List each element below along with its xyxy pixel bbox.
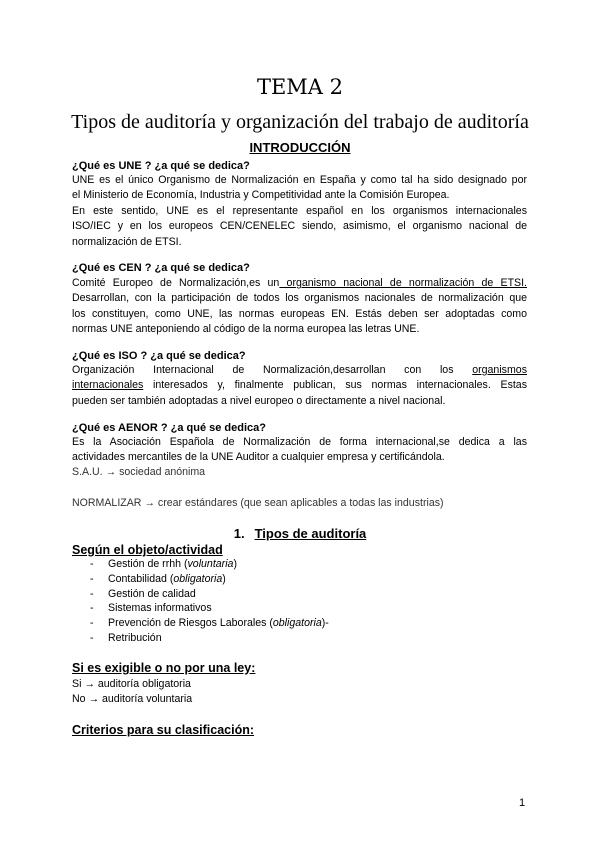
bullet-dash: -: [90, 617, 94, 630]
bullet-dash: -: [90, 602, 94, 615]
text-line: Desarrollan, con la participación de todos los organismos nacionales de normalización que: [72, 292, 527, 305]
text-line: [72, 378, 527, 393]
list-item: - Contabilidad (obligatoria): [90, 572, 226, 585]
iso-text: interesados y, finalmente publican, sus normas internacionales. Estas: [143, 379, 527, 392]
text-line: pueden ser también adoptadas a nivel europeo o directamente a nivel nacional.: [72, 394, 446, 407]
text-line: normas UNE anteponiendo al código de la norma europea las letras UNE.: [72, 323, 420, 336]
list-item: - Gestión de calidad: [90, 587, 196, 600]
bullet-dash: -: [90, 587, 94, 600]
text-line: ISO/IEC y en los europeos CEN/CENELEC siendo, asimismo, el organismo nacional de: [72, 220, 527, 233]
text-line: Es la Asociación Española de Normalización de forma internacional,se dedica a las: [72, 436, 527, 448]
list-item: - Prevención de Riesgos Laborales (obligatoria)-: [90, 617, 329, 630]
ley-item: No → auditoría voluntaria: [72, 693, 193, 705]
cen-link[interactable]: organismo nacional de normalización de ETSI.: [279, 277, 528, 289]
section-heading: [0, 526, 600, 541]
une-question: ¿Qué es UNE ? ¿a qué se dedica?: [72, 160, 250, 172]
text-line: normalización de ETSI.: [72, 235, 182, 248]
aenor-note: S.A.U. → sociedad anónima: [72, 466, 206, 478]
audit-type-list: [90, 557, 329, 646]
une-paragraph: [72, 173, 527, 250]
section-number: 1.: [233, 526, 245, 541]
text-line: [72, 363, 527, 378]
document-subtitle: Tipos de auditoría y organización del trabajo de auditoría: [71, 111, 529, 133]
text-line: los constituyen, como UNE, las normas europeas EN. Estás deben ser adoptadas como: [72, 307, 527, 320]
document-title: TEMA 2: [256, 75, 344, 99]
iso-text: Organización Internacional de Normalización,desarrollan con los: [72, 364, 454, 376]
aenor-paragraph: [72, 435, 527, 466]
iso-paragraph: [72, 363, 527, 409]
text-line: UNE es el único Organismo de Normalización en España y como tal ha sido designado por: [72, 174, 527, 186]
aenor-question: ¿Qué es AENOR ? ¿a qué se dedica?: [72, 422, 266, 434]
list-item: - Sistemas informativos: [90, 602, 212, 615]
section-title: Tipos de auditoría: [254, 526, 367, 541]
text-line: actividades mercantiles de la UNE Auditor a cualquier empresa y certificándola.: [72, 451, 445, 464]
iso-question: ¿Qué es ISO ? ¿a qué se dedica?: [72, 350, 246, 362]
criterios-heading: Criterios para su clasificación:: [72, 723, 255, 737]
intro-heading: INTRODUCCIÓN: [249, 140, 351, 155]
list-item: - Gestión de rrhh (voluntaria): [90, 558, 237, 570]
iso-link[interactable]: organismos: [472, 364, 527, 376]
cen-paragraph: [72, 276, 527, 338]
bullet-dash: -: [90, 558, 94, 570]
ley-item: Si → auditoría obligatoria: [72, 678, 191, 690]
text-line: En este sentido, UNE es el representante español en los organismos internacionales: [72, 204, 527, 217]
iso-link[interactable]: internacionales: [72, 379, 144, 392]
bullet-dash: -: [90, 572, 94, 585]
ley-heading: Si es exigible o no por una ley:: [72, 661, 256, 675]
page-number: 1: [519, 797, 526, 809]
bullet-dash: -: [90, 631, 94, 644]
normalizar-note: NORMALIZAR → crear estándares (que sean aplicables a todas las industrias): [72, 497, 444, 509]
text-line: el Ministerio de Economía, Industria y Competitividad ante la Comisión Europea.: [72, 189, 450, 202]
objeto-heading: Según el objeto/actividad: [72, 543, 223, 557]
text-line: [72, 276, 527, 291]
list-item: - Retribución: [90, 631, 162, 644]
cen-text: Comité Europeo de Normalización,es un: [72, 277, 280, 289]
cen-question: ¿Qué es CEN ? ¿a qué se dedica?: [72, 262, 250, 274]
